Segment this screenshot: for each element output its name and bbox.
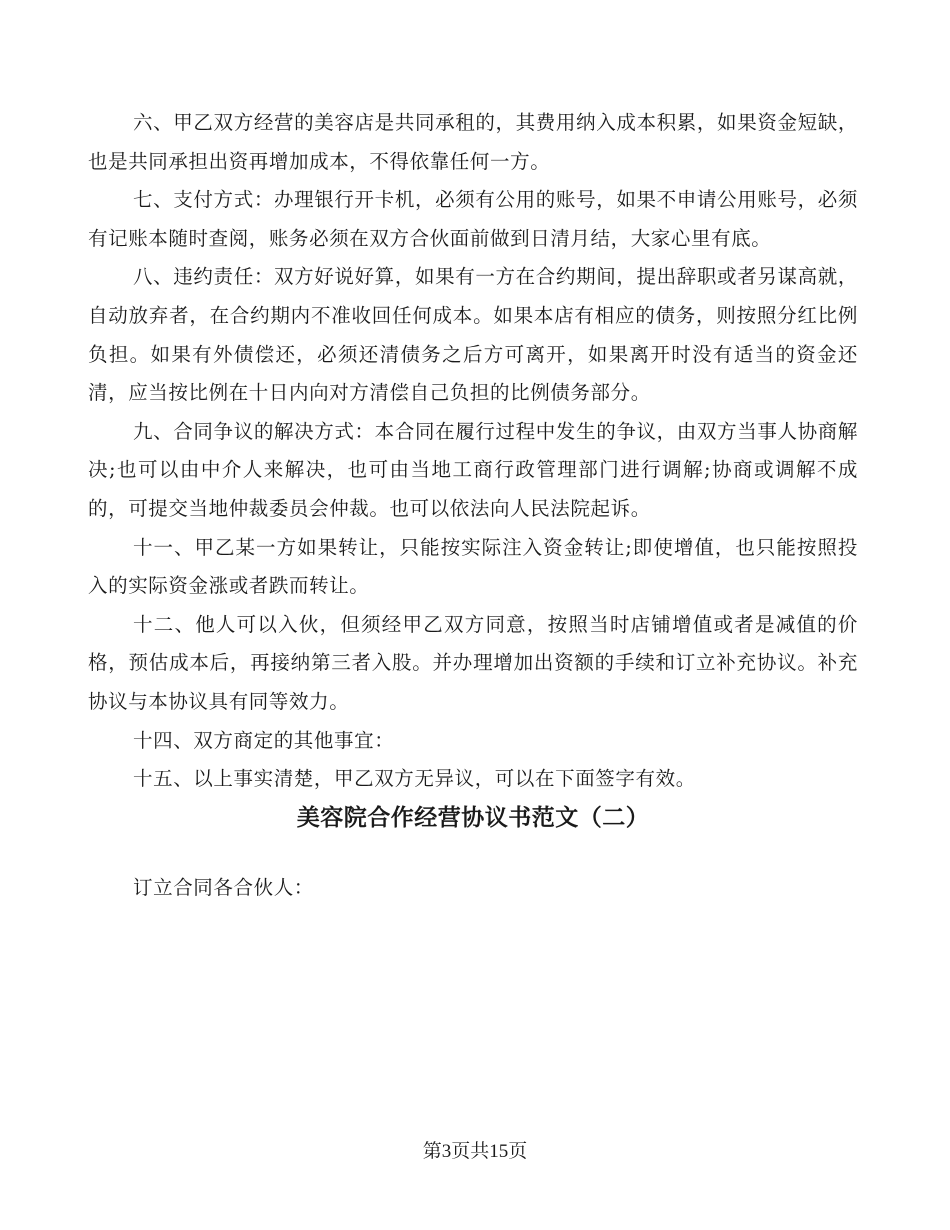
- clause-eleven-transfer: 十一、甲乙某一方如果转让，只能按实际注入资金转让;即使增值，也只能按照投入的实际资金涨或者跌而转让。: [88, 535, 858, 598]
- clause-seven-payment-method: 七、支付方式：办理银行开卡机，必须有公用的账号，如果不申请公用账号，必须有记账本随时查阅，账务必须在双方合伙面前做到日清月结，大家心里有底。: [88, 188, 858, 250]
- clause-six: 六、甲乙双方经营的美容店是共同承租的，其费用纳入成本积累，如果资金短缺，也是共同承担出资再增加成本，不得依靠任何一方。: [88, 111, 858, 173]
- clause-eight-breach-liability: 八、违约责任：双方好说好算，如果有一方在合约期间，提出辞职或者另谋高就，自动放弃者，在合约期内不准收回任何成本。如果本店有相应的债务，则按照分红比例负担。如果有外债偿还，必须还清债务之后方可离开，如果离开时没有适当的资金还清，应当按比例在十日内向对方清偿自己负担的比例债务部分。: [88, 265, 858, 405]
- clause-twelve-new-partner: 十二、他人可以入伙，但须经甲乙双方同意，按照当时店铺增值或者是减值的价格，预估成本后，再接纳第三者入股。并办理增加出资额的手续和订立补充协议。补充协议与本协议具有同等效力。: [88, 612, 858, 713]
- document-body: [88, 104, 858, 907]
- page-number-footer: 第3页共15页: [422, 1141, 528, 1162]
- clause-fifteen-signature: 十五、以上事实清楚，甲乙双方无异议，可以在下面签字有效。: [133, 767, 696, 791]
- section-title: 美容院合作经营协议书范文（二）: [296, 803, 650, 831]
- clause-nine-dispute-resolution: 九、合同争议的解决方式：本合同在履行过程中发生的争议，由双方当事人协商解决;也可以由中介人来解决，也可由当地工商行政管理部门进行调解;协商或调解不成的，可提交当地仲裁委员会仲裁。也可以依法向人民法院起诉。: [88, 419, 858, 520]
- contract-parties-line: 订立合同各合伙人：: [133, 875, 314, 899]
- clause-fourteen-other-matters: 十四、双方商定的其他事宜：: [133, 728, 395, 752]
